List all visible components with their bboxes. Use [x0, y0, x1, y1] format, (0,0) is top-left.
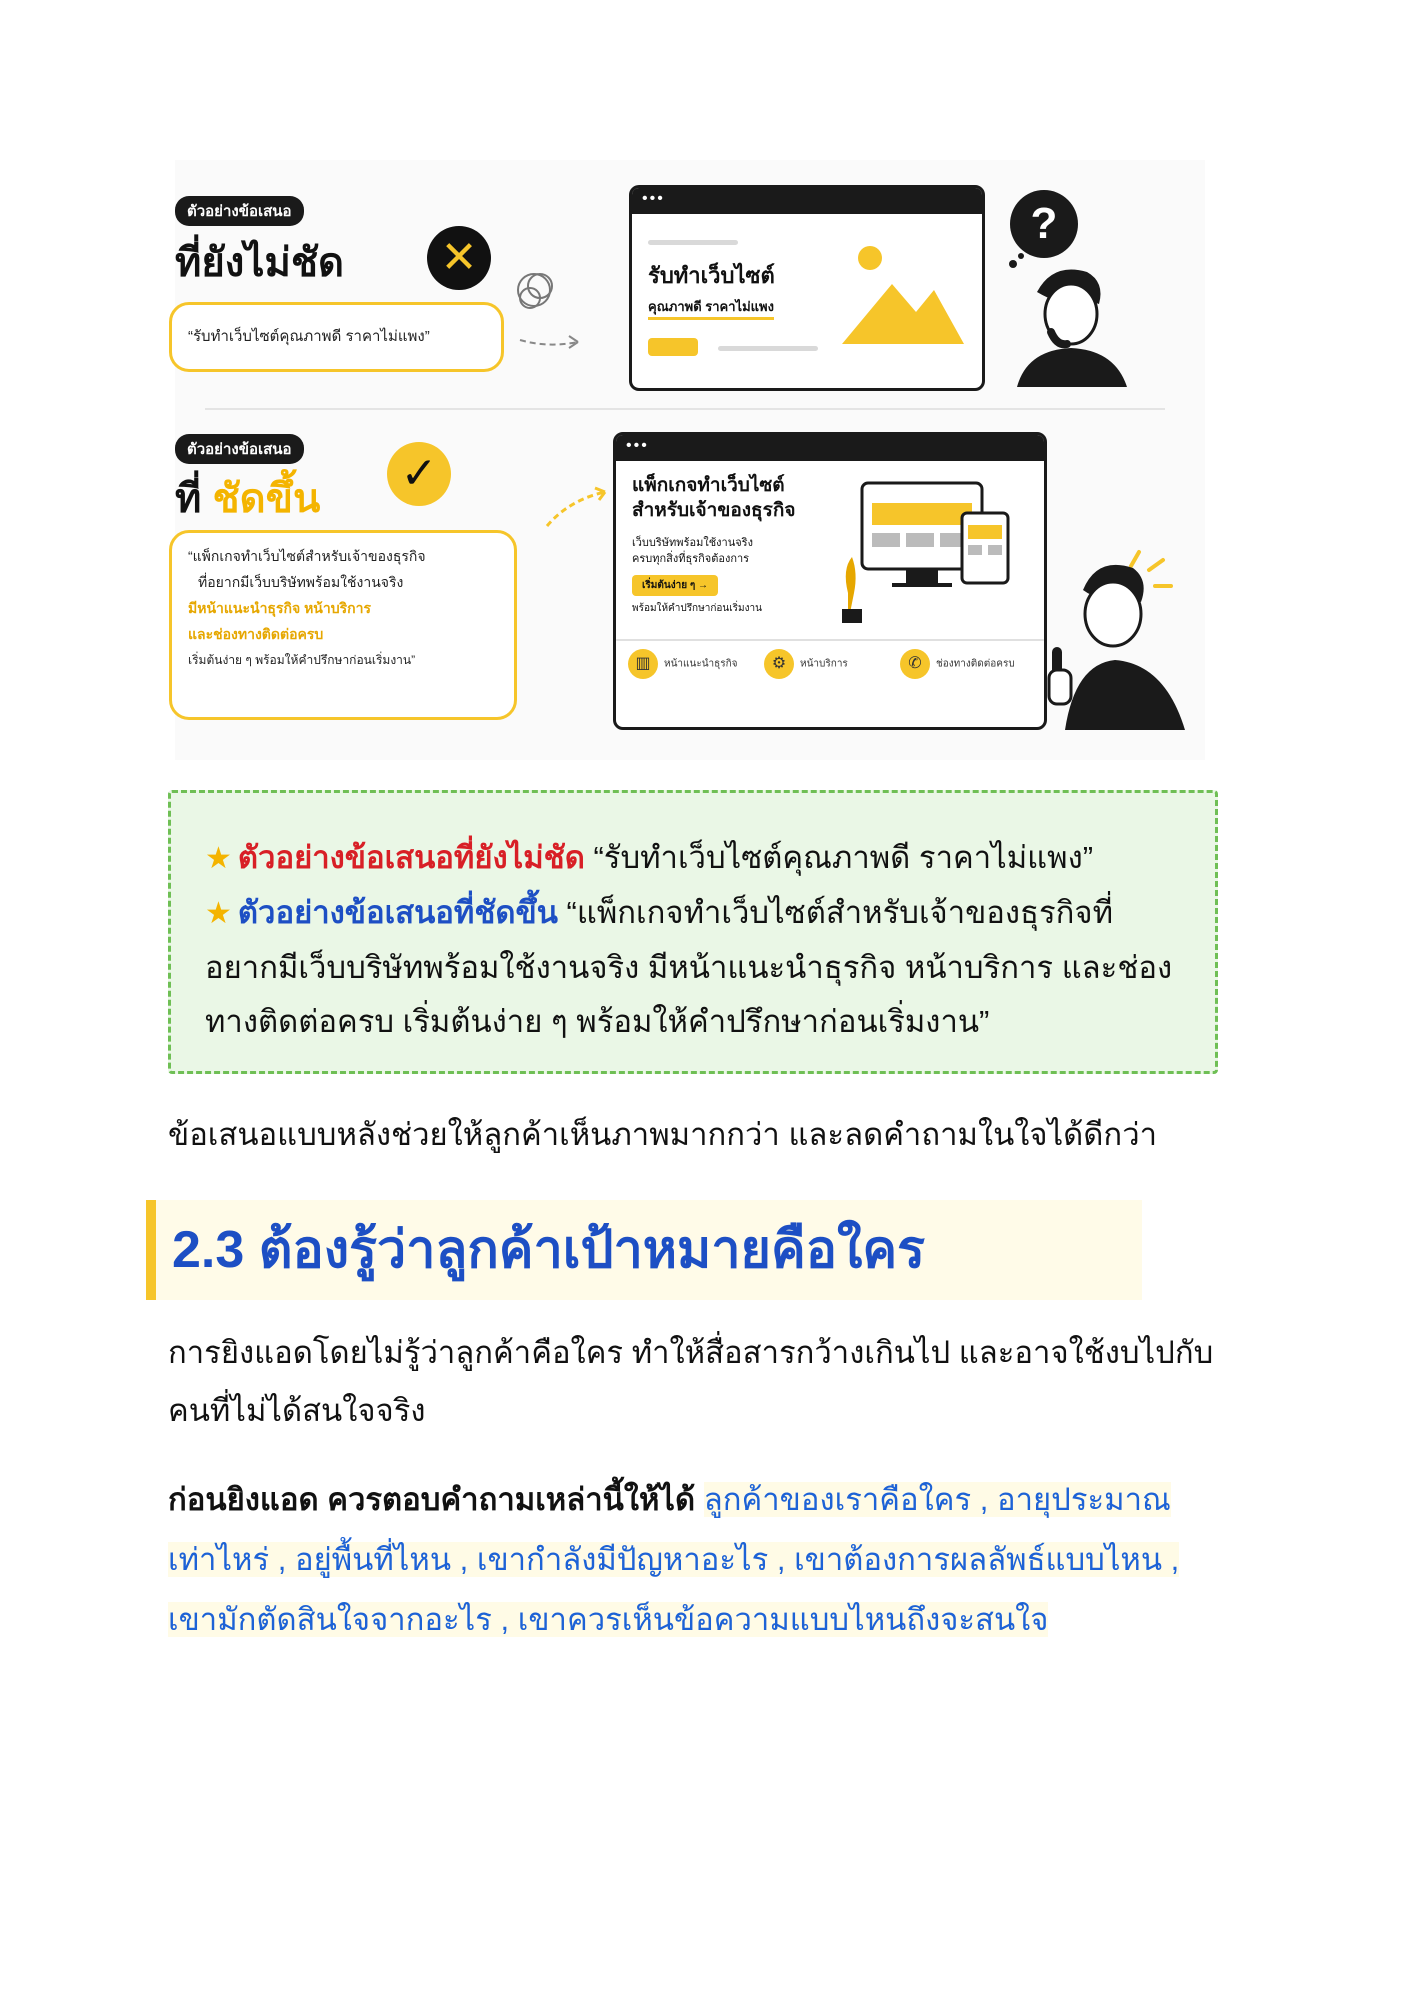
callout-bad-line — [205, 831, 1181, 886]
building-icon: ▥ — [628, 649, 658, 679]
phone-icon: ✆ — [900, 649, 930, 679]
section-divider — [205, 408, 1165, 410]
bubble-line: เริ่มต้นง่าย ๆ พร้อมให้คำปรึกษาก่อนเริ่มงาน” — [188, 653, 416, 667]
window-dots: ••• — [616, 435, 1044, 461]
cta-button-placeholder — [648, 338, 698, 356]
good-title-prefix: ที่ — [175, 477, 202, 521]
feature-business-intro — [628, 649, 738, 679]
bad-example-title: ที่ยังไม่ชัด — [175, 241, 344, 285]
good-window-title-line: แพ็กเกจทำเว็บไซต์ — [632, 475, 785, 496]
feature-label: ช่องทางติดต่อครบ — [936, 658, 1015, 670]
feature-services — [764, 649, 848, 679]
good-example-title — [175, 466, 320, 530]
question-line — [168, 1590, 1179, 1650]
question-lead: ก่อนยิงแอด ควรตอบคำถามเหล่านี้ให้ได้ — [168, 1482, 696, 1517]
checkmark-icon: ✓ — [387, 442, 451, 506]
placeholder-line — [648, 240, 738, 245]
gear-icon: ⚙ — [764, 649, 794, 679]
good-website-mockup — [613, 432, 1047, 730]
section-body — [168, 1324, 1213, 1440]
cta-note: พร้อมให้คำปรึกษาก่อนเริ่มงาน — [632, 603, 762, 614]
good-window-sub-line: เว็บบริษัทพร้อมใช้งานจริง — [632, 537, 753, 549]
feature-label: หน้าบริการ — [800, 658, 848, 670]
star-icon: ★ — [205, 842, 232, 875]
bad-window-title: รับทำเว็บไซต์ — [648, 263, 775, 288]
question-line — [168, 1470, 1179, 1530]
question-list — [168, 1470, 1179, 1650]
image-placeholder-icon — [840, 236, 965, 346]
good-window-sub-line: ครบทุกสิ่งที่ธุรกิจต้องการ — [632, 553, 750, 565]
arrow-icon — [543, 482, 613, 532]
tangle-arrow-icon — [508, 250, 648, 380]
question-text: เขามักตัดสินใจจากอะไร , เขาควรเห็นข้อความแบบไหนถึงจะสนใจ — [168, 1602, 1049, 1637]
good-example-text-continued: อยากมีเว็บบริษัทพร้อมใช้งานจริง มีหน้าแนะนำธุรกิจ หน้าบริการ และช่อง — [205, 950, 1173, 985]
good-example-label: ตัวอย่างข้อเสนอที่ชัดขึ้น — [237, 895, 558, 930]
cross-icon: ✕ — [427, 226, 491, 290]
placeholder-line — [718, 346, 818, 351]
question-text: ลูกค้าของเราคือใคร , อายุประมาณ — [703, 1482, 1171, 1517]
features-divider — [616, 639, 1044, 641]
offer-example-callout — [168, 790, 1218, 1074]
bad-example-tag: ตัวอย่างข้อเสนอ — [175, 196, 304, 226]
good-title-highlight: ชัดขึ้น — [212, 477, 321, 521]
thinking-person-illustration — [1007, 252, 1137, 387]
start-button: เริ่มต้นง่าย ๆ → — [632, 575, 718, 596]
question-text: เท่าไหร่ , อยู่พื้นที่ไหน , เขากำลังมีปัญหาอะไร , เขาต้องการผลลัพธ์แบบไหน , — [168, 1542, 1180, 1577]
good-window-subtitle — [632, 535, 753, 567]
offer-comparison-infographic — [175, 160, 1205, 760]
bad-example-label: ตัวอย่างข้อเสนอที่ยังไม่ชัด — [237, 840, 585, 875]
bad-window-subtitle: คุณภาพดี ราคาไม่แพง — [648, 296, 774, 320]
body-line: คนที่ไม่ได้สนใจจริง — [168, 1393, 426, 1428]
good-example-tag: ตัวอย่างข้อเสนอ — [175, 434, 304, 464]
bad-speech-bubble: “รับทำเว็บไซต์คุณภาพดี ราคาไม่แพง” — [169, 302, 504, 372]
good-example-text: “แพ็กเกจทำเว็บไซต์สำหรับเจ้าของธุรกิจที่ — [566, 895, 1113, 930]
good-example-text-continued: ทางติดต่อครบ เริ่มต้นง่าย ๆ พร้อมให้คำปรึกษาก่อนเริ่มงาน” — [205, 1004, 990, 1039]
bubble-line-highlight: และช่องทางติดต่อครบ — [188, 626, 324, 642]
good-window-title — [632, 473, 795, 523]
window-dots: ••• — [632, 188, 982, 214]
bubble-line: ที่อยากมีเว็บบริษัทพร้อมใช้งานจริง — [198, 574, 404, 590]
feature-contact — [900, 649, 1015, 679]
idea-person-illustration — [1045, 540, 1205, 730]
question-line — [168, 1530, 1179, 1590]
callout-good-line — [205, 886, 1181, 941]
good-window-title-line: สำหรับเจ้าของธุรกิจ — [632, 500, 796, 521]
good-speech-bubble — [169, 530, 517, 720]
section-heading: 2.3 ต้องรู้ว่าลูกค้าเป้าหมายคือใคร — [146, 1200, 1142, 1300]
bad-example-text: “รับทำเว็บไซต์คุณภาพดี ราคาไม่แพง” — [593, 840, 1094, 875]
summary-text: ข้อเสนอแบบหลังช่วยให้ลูกค้าเห็นภาพมากกว่า และลดคำถามในใจได้ดีกว่า — [168, 1117, 1158, 1152]
star-icon: ★ — [205, 897, 232, 930]
body-line: การยิงแอดโดยไม่รู้ว่าลูกค้าคือใคร ทำให้สื่อสารกว้างเกินไป และอาจใช้งบไปกับ — [168, 1335, 1214, 1370]
bad-website-mockup — [629, 185, 985, 391]
devices-illustration — [842, 473, 1032, 623]
bubble-line-highlight: มีหน้าแนะนำธุรกิจ หน้าบริการ — [188, 600, 371, 616]
bubble-line: “แพ็กเกจทำเว็บไซต์สำหรับเจ้าของธุรกิจ — [188, 548, 426, 564]
question-bubble-icon: ? — [1010, 190, 1078, 258]
feature-label: หน้าแนะนำธุรกิจ — [664, 658, 738, 670]
